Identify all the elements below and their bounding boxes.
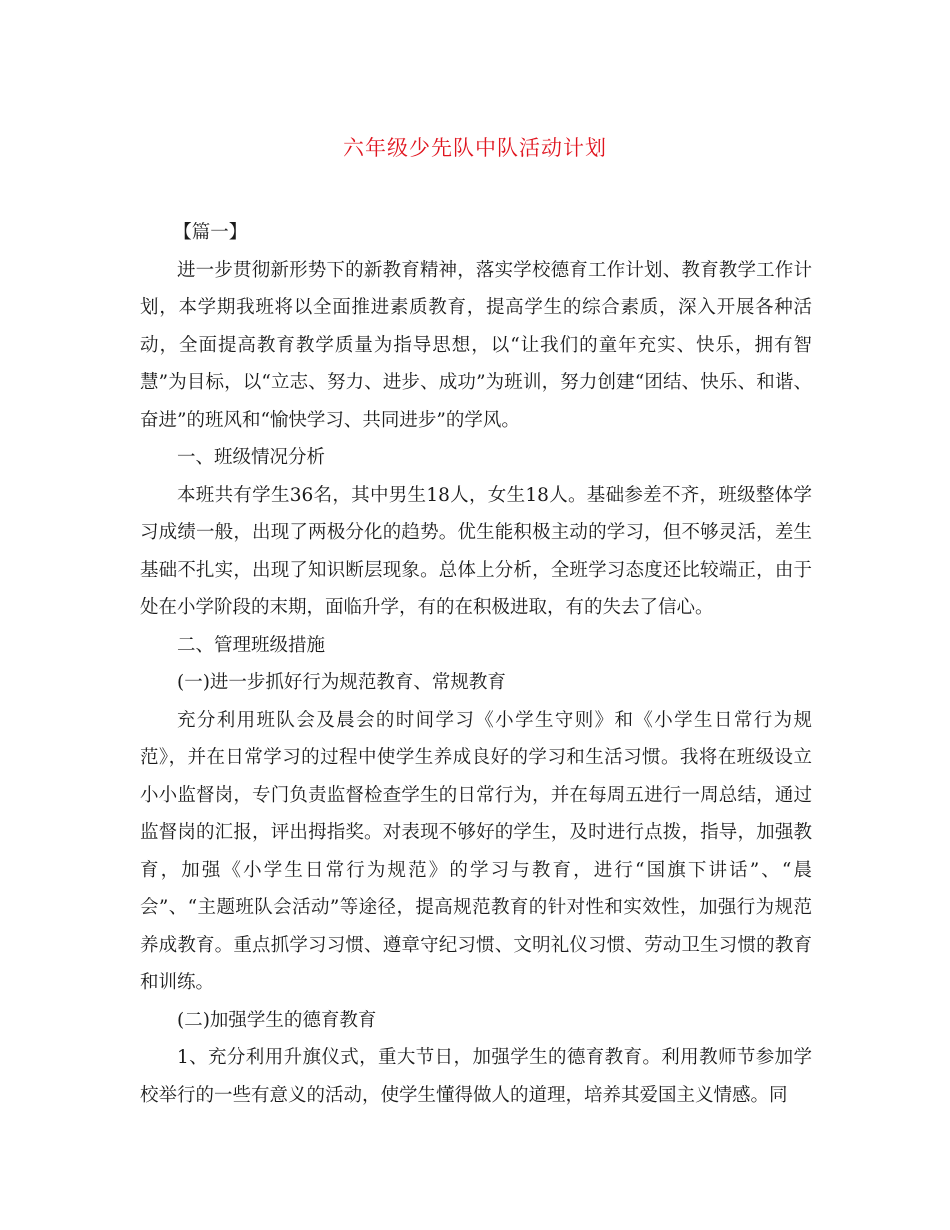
paragraph-class-analysis: 本班共有学生36名，其中男生18人，女生18人。基础参差不齐，班级整体学习成绩一般，出现了两极分化的趋势。优生能积极主动的学习，但不够灵活，差生基础不扎实，出现了知识断层现象。总体上分析，全班学习态度还比较端正，由于处在小学阶段的末期，面临升学，有的在积极进取，有的失去了信心。 [140,484,812,618]
paragraph-behavior-education: 充分利用班队会及晨会的时间学习《小学生守则》和《小学生日常行为规范》，并在日常学习的过程中使学生养成良好的学习和生活习惯。我将在班级设立小小监督岗，专门负责监督检查学生的日常行为，并在每周五进行一周总结，通过监督岗的汇报，评出拇指奖。对表现不够好的学生，及时进行点拨，指导，加强教育，加强《小学生日常行为规范》的学习与教育，进行“国旗下讲话”、“晨会”、“主题班队会活动”等途径，提高规范教育的针对性和实效性，加强行为规范养成教育。重点抓学习习惯、遵章守纪习惯、文明礼仪习惯、劳动卫生习惯的教育和训练。 [140,709,812,993]
paragraph-intro: 进一步贯彻新形势下的新教育精神，落实学校德育工作计划、教育教学工作计划，本学期我班将以全面推进素质教育，提高学生的综合素质，深入开展各种活动，全面提高教育教学质量为指导思想，以“让我们的童年充实、快乐，拥有智慧”为目标，以“立志、努力、进步、成功”为班训，努力创建“团结、快乐、和谐、奋进”的班风和“愉快学习、共同进步”的学风。 [140,259,812,431]
document-title: 六年级少先队中队活动计划 [343,136,607,160]
document-body [140,214,812,1114]
subheading-behavior-education: (一)进一步抓好行为规范教育、常规教育 [177,672,506,693]
section-label: 【篇一】 [173,222,248,243]
subheading-moral-education: (二)加强学生的德育教育 [177,1009,377,1031]
heading-class-analysis: 一、班级情况分析 [177,447,326,468]
heading-management-measures: 二、管理班级措施 [177,634,326,656]
paragraph-moral-education: 1、充分利用升旗仪式，重大节日，加强学生的德育教育。利用教师节参加学校举行的一些有意义的活动，使学生懂得做人的道理，培养其爱国主义情感。同 [140,1047,812,1106]
